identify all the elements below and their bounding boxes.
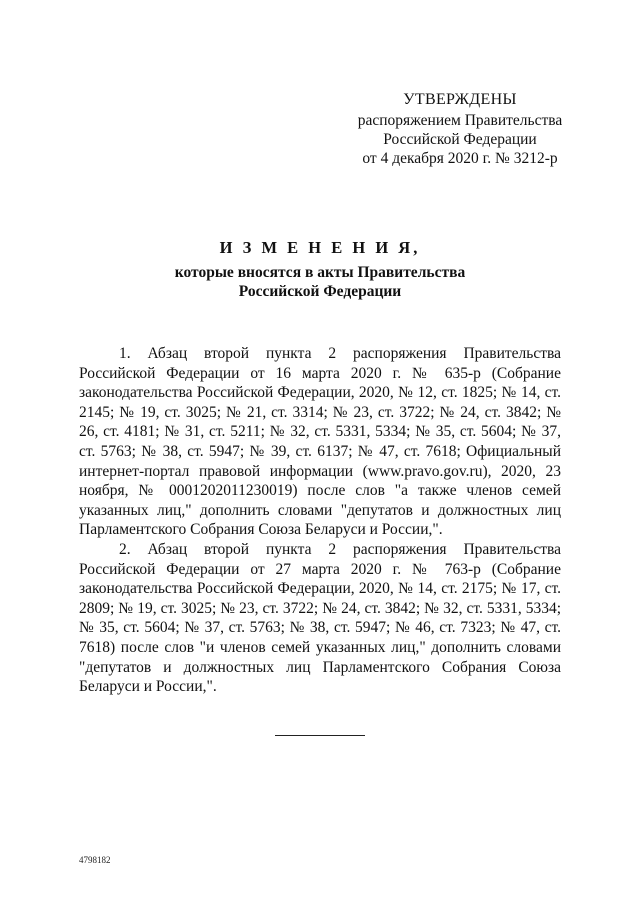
end-separator-line: [275, 735, 365, 736]
paragraph-2: 2. Абзац второй пункта 2 распоряжения Правительства Российской Федерации от 27 марта 2020 г. № 763-р (Собрание законодательства Российской Федерации, 2020, № 14, ст. 2175; № 17, ст. 2809; № 19, ст. 3025; № 23, ст. 3722; № 24, ст. 3842; № 32, ст. 5331, 5334; № 35, ст. 5604; № 37, ст. 5763; № 38, ст. 5947; № 46, ст. 7323; № 47, ст. 7618) после слов "и членов семей указанных лиц," дополнить словами "депутатов и должностных лиц Парламентского Собрания Союза Беларуси и России,".: [79, 540, 561, 696]
document-body: [79, 344, 561, 697]
approval-block: [340, 90, 580, 168]
approval-line-authority: распоряжением Правительства: [357, 112, 563, 129]
document-subtitle: [60, 263, 580, 301]
approval-title: УТВЕРЖДЕНЫ: [403, 91, 517, 108]
document-code: 4798182: [79, 855, 111, 865]
document-title: И З М Е Н Е Н И Я,: [219, 238, 421, 257]
approval-line-date-number: от 4 декабря 2020 г. № 3212-р: [362, 150, 558, 167]
paragraph-1: 1. Абзац второй пункта 2 распоряжения Правительства Российской Федерации от 16 марта 2020 г. № 635-р (Собрание законодательства Российской Федерации, 2020, № 12, ст. 1825; № 14, ст. 2145; № 19, ст. 3025; № 21, ст. 3314; № 23, ст. 3722; № 24, ст. 3842; № 26, ст. 4181; № 31, ст. 5211; № 32, ст. 5331, 5334; № 35, ст. 5604; № 37, ст. 5763; № 38, ст. 5947; № 39, ст. 6137; № 47, ст. 7618; Официальный интернет-портал правовой информации (www.pravo.gov.ru), 2020, 23 ноября, № 0001202011230019) после слов "а также членов семей указанных лиц," дополнить словами "депутатов и должностных лиц Парламентского Собрания Союза Беларуси и России,".: [79, 345, 561, 539]
approval-line-country: Российской Федерации: [383, 131, 537, 148]
document-subtitle-line-2: Российской Федерации: [238, 283, 402, 300]
document-subtitle-line-1: которые вносятся в акты Правительства: [174, 264, 466, 281]
